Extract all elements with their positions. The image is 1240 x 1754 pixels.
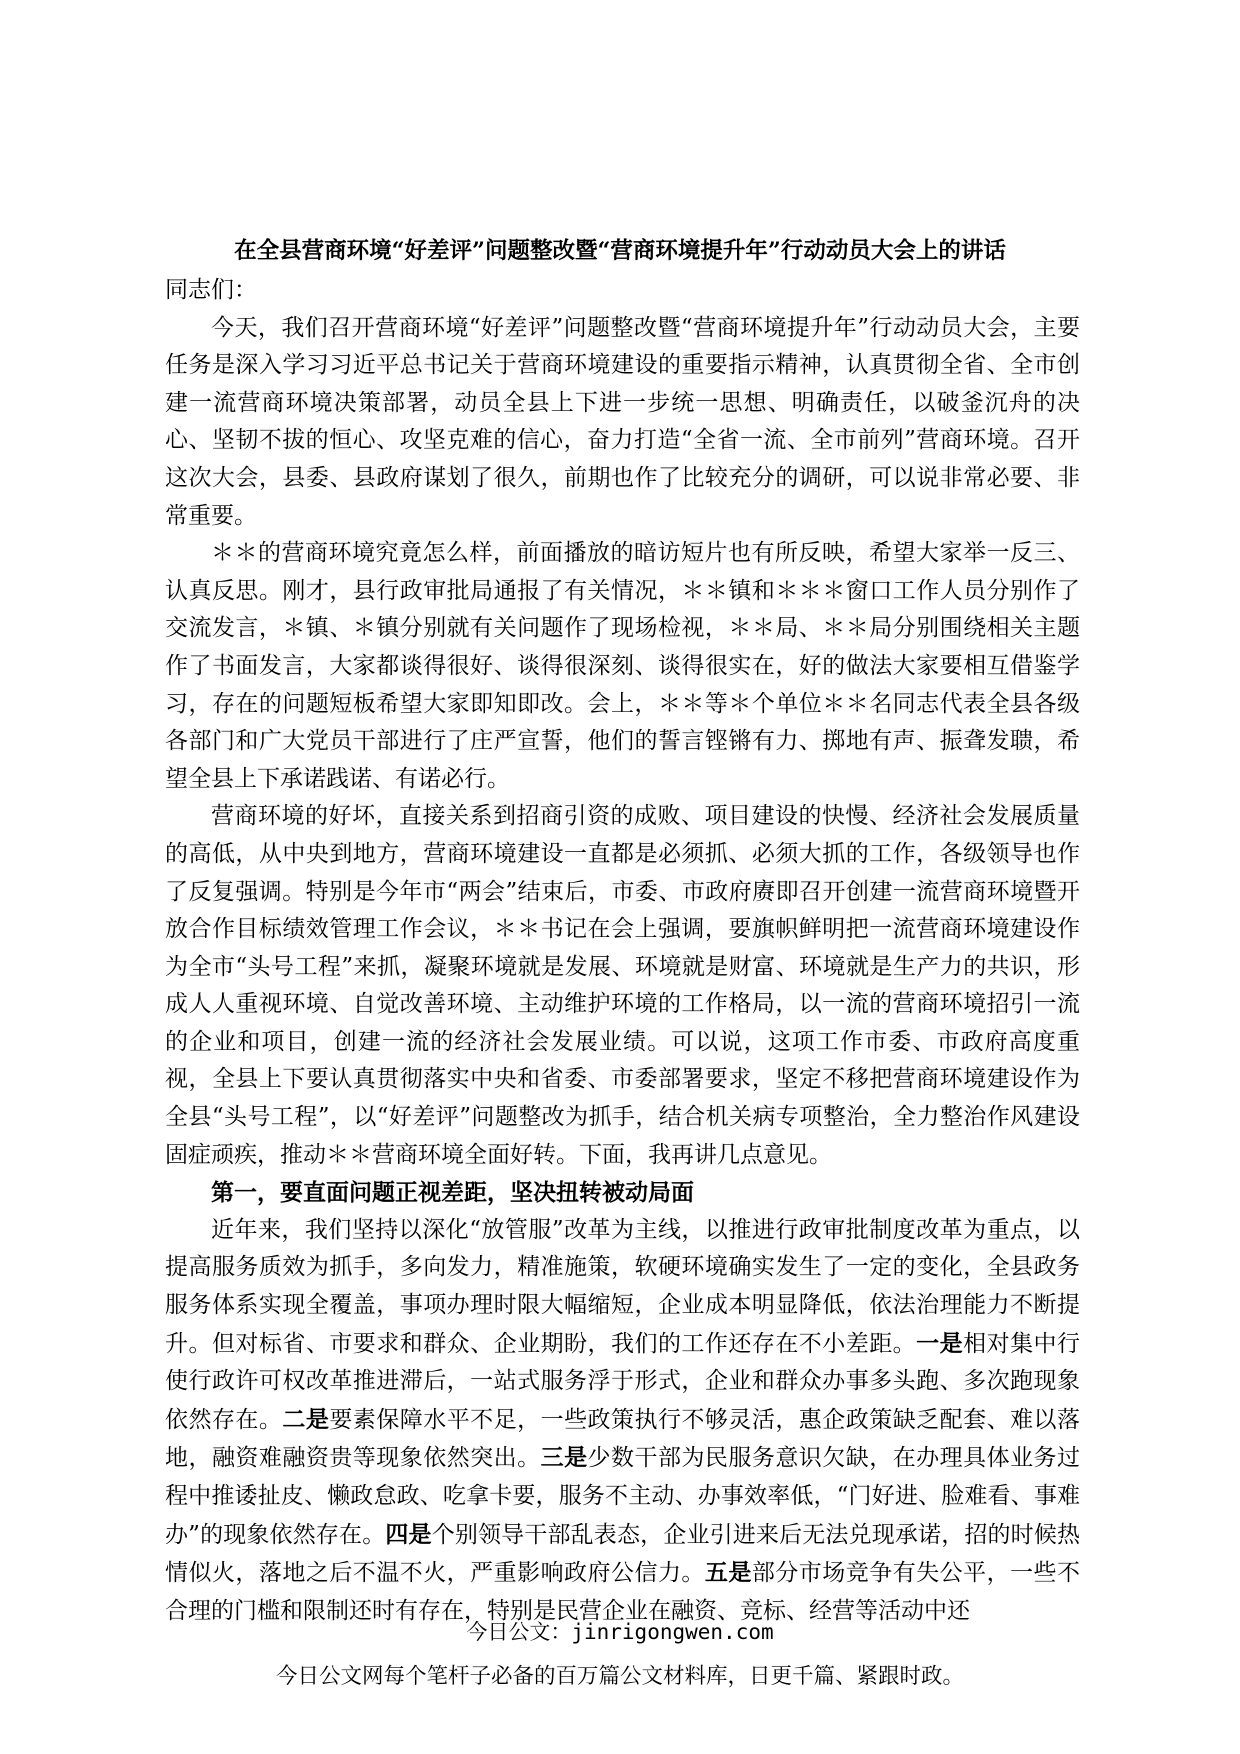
footer-site-label: 今日公文： <box>466 1620 572 1644</box>
point-text: 少数干部为民服务意识欠缺，在办理具体业务过程中推诿扯皮、懒政怠政、吃拿卡要，服务不主动、办事效率低，“门好进、脸难看、事难办”的现象依然存在。 <box>165 1445 1081 1548</box>
section-heading: 第一，要直面问题正视差距，坚决扭转被动局面 <box>211 1179 694 1207</box>
document-title: 在全县营商环境“好差评”问题整改暨“营商环境提升年”行动动员大会上的讲话 <box>234 238 1006 264</box>
point-text: 部分市场竞争有失公平，一些不合理的门槛和限制还时有存在，特别是民营企业在融资、竞标、经营等活动中还 <box>165 1560 1081 1624</box>
point-label: 二是 <box>282 1405 330 1433</box>
footer-slogan: 今日公文网每个笔杆子必备的百万篇公文材料库，日更千篇、紧跟时政。 <box>275 1664 964 1689</box>
document-body <box>165 272 1080 1630</box>
paragraph-1: 今天，我们召开营商环境“好差评”问题整改暨“营商环境提升年”行动动员大会，主要任务是深入学习习近平总书记关于营商环境建设的重要指示精神，认真贯彻全省、全市创建一流营商环境决策部署，动员全县上下进一步统一思想、明确责任，以破釜沉舟的决心、坚韧不拔的恒心、攻坚克难的信心，奋力打造“全省一流、全市前列”营商环境。召开这次大会，县委、县政府谋划了很久，前期也作了比较充分的调研，可以说非常必要、非常重要。 <box>165 314 1080 529</box>
point-text: 要素保障水平不足，一些政策执行不够灵活，惠企政策缺乏配套、难以落地，融资难融资贵等现象依然突出。 <box>165 1406 1081 1472</box>
paragraph-2: ＊＊的营商环境究竟怎么样，前面播放的暗访短片也有所反映，希望大家举一反三、认真反思。刚才，县行政审批局通报了有关情况，＊＊镇和＊＊＊窗口工作人员分别作了交流发言，＊镇、＊镇分别就有关问题作了现场检视，＊＊局、＊＊局分别围绕相关主题作了书面发言，大家都谈得很好、谈得很深刻、谈得很实在，好的做法大家要相互借鉴学习，存在的问题短板希望大家即知即改。会上，＊＊等＊个单位＊＊名同志代表全县各级各部门和广大党员干部进行了庄严宣誓，他们的誓言铿锵有力、掷地有声、振聋发聩，希望全县上下承诺践诺、有诺必行。 <box>165 540 1080 792</box>
section-intro: 近年来，我们坚持以深化“放管服”改革为主线，以推进行政审批制度改革为重点，以提高服务质效为抓手，多向发力，精准施策，软硬环境确实发生了一定的变化，全县政务服务体系实现全覆盖，事项办理时限大幅缩短，企业成本明显降低，依法治理能力不断提升。但对标省、市要求和群众、企业期盼，我们的工作还存在不小差距。 <box>165 1216 1080 1357</box>
footer-site <box>0 1616 1240 1646</box>
footer-site-link[interactable]: jinrigongwen.com <box>571 1620 774 1644</box>
salutation: 同志们： <box>165 277 257 303</box>
point-label: 三是 <box>540 1444 588 1472</box>
point-label: 四是 <box>385 1520 432 1548</box>
point-text: 个别领导干部乱表态，企业引进来后无法兑现承诺，招的时候热情似火，落地之后不温不火，严重影响政府公信力。 <box>165 1521 1081 1587</box>
paragraph-3: 营商环境的好坏，直接关系到招商引资的成败、项目建设的快慢、经济社会发展质量的高低，从中央到地方，营商环境建设一直都是必须抓、必须大抓的工作，各级领导也作了反复强调。特别是今年市“两会”结束后，市委、市政府赓即召开创建一流营商环境暨开放合作目标绩效管理工作会议，＊＊书记在会上强调，要旗帜鲜明把一流营商环境建设作为全市“头号工程”来抓，凝聚环境就是发展、环境就是财富、环境就是生产力的共识，形成人人重视环境、自觉改善环境、主动维护环境的工作格局，以一流的营商环境招引一流的企业和项目，创建一流的经济社会发展业绩。可以说，这项工作市委、市政府高度重视，全县上下要认真贯彻落实中央和省委、市委部署要求，坚定不移把营商环境建设作为全县“头号工程”，以“好差评”问题整改为抓手，结合机关病专项整治，全力整治作风建设固症顽疾，推动＊＊营商环境全面好转。下面，我再讲几点意见。 <box>165 803 1080 1168</box>
section-paragraph <box>165 1212 1080 1631</box>
point-text: 相对集中行使行政许可权改革推进滞后，一站式服务浮于形式，企业和群众办事多头跑、多次跑现象依然存在。 <box>165 1330 1081 1433</box>
point-label: 五是 <box>704 1559 752 1587</box>
point-label: 一是 <box>916 1329 964 1357</box>
